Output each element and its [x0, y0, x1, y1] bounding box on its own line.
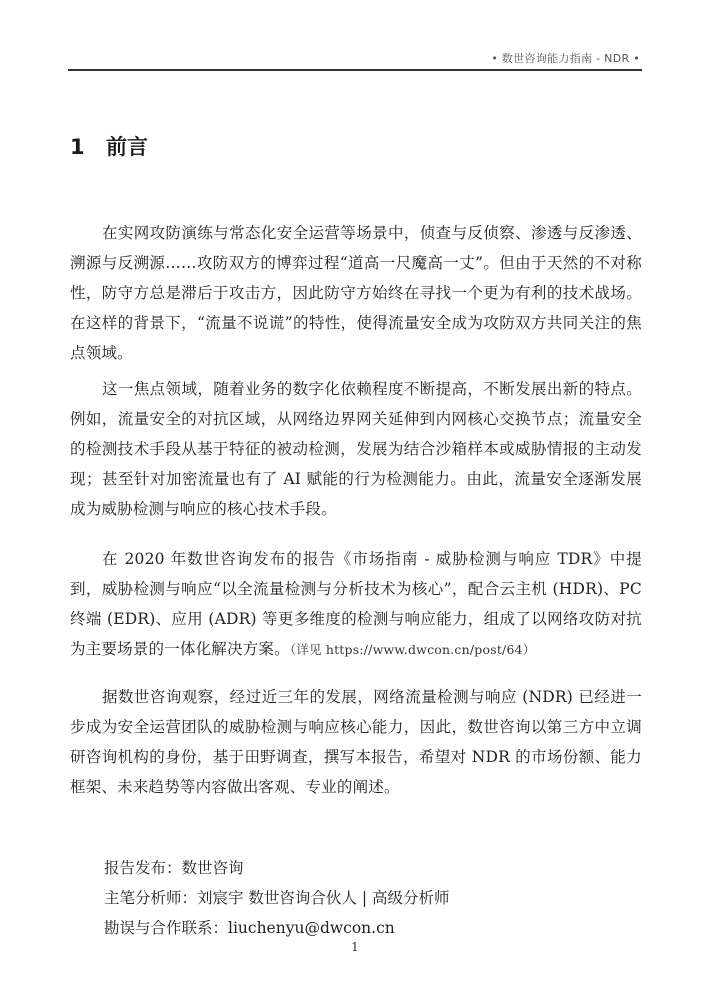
paragraph-text: 在实网攻防演练与常态化安全运营等场景中，侦查与反侦察、渗透与反渗透、溯源与反溯源……攻防双方的博弈过程“道高一尺魔高一丈”。但由于天然的不对称性，防守方总是滞后于攻击方，因此防守方始终在寻找一个更为有利的技术战场。在这样的背景下，“流量不说谎”的特性，使得流量安全成为攻防双方共同关注的焦点领域。	[70, 224, 642, 362]
chapter-title: 前言	[106, 135, 148, 159]
header-divider	[68, 69, 642, 71]
paragraph-tdr-report	[70, 544, 642, 665]
paragraph-focus-area	[70, 374, 642, 524]
paragraph-observation	[70, 682, 642, 802]
analyst-line: 主笔分析师：刘宸宇 数世咨询合伙人 | 高级分析师	[104, 889, 450, 907]
chapter-heading	[70, 131, 148, 161]
contact-line: 勘误与合作联系：liuchenyu@dwcon.cn	[104, 919, 395, 937]
report-link-note: （详见 https://www.dwcon.cn/post/64）	[289, 642, 536, 657]
paragraph-text: 据数世咨询观察，经过近三年的发展，网络流量检测与响应 (NDR) 已经进一步成为安全运营团队的威胁检测与响应核心能力，因此，数世咨询以第三方中立调研咨询机构的身份，基于田野调查，撰写本报告，希望对 NDR 的市场份额、能力框架、未来趋势等内容做出客观、专业的阐述。	[70, 688, 642, 796]
chapter-number: 1	[70, 135, 85, 159]
report-meta	[104, 853, 450, 943]
running-header: • 数世咨询能力指南 - NDR •	[491, 52, 640, 65]
paragraph-text: 这一焦点领域，随着业务的数字化依赖程度不断提高，不断发展出新的特点。例如，流量安全的对抗区域，从网络边界网关延伸到内网核心交换节点；流量安全的检测技术手段从基于特征的被动检测，发展为结合沙箱样本或威胁情报的主动发现；甚至针对加密流量也有了 AI 赋能的行为检测能力。由此，流量安全逐渐发展成为威胁检测与响应的核心技术手段。	[70, 380, 642, 518]
publisher-line: 报告发布：数世咨询	[104, 859, 244, 877]
paragraph-text: 在 2020 年数世咨询发布的报告《市场指南 - 威胁检测与响应 TDR》中提到，威胁检测与响应“以全流量检测与分析技术为核心”，配合云主机 (HDR)、PC 终端 (EDR)、应用 (ADR) 等更多维度的检测与响应能力，组成了以网络攻防对抗为主要场景的一体化解决方案。	[70, 550, 642, 658]
paragraph-intro	[70, 218, 642, 368]
page-number: 1	[351, 940, 359, 954]
